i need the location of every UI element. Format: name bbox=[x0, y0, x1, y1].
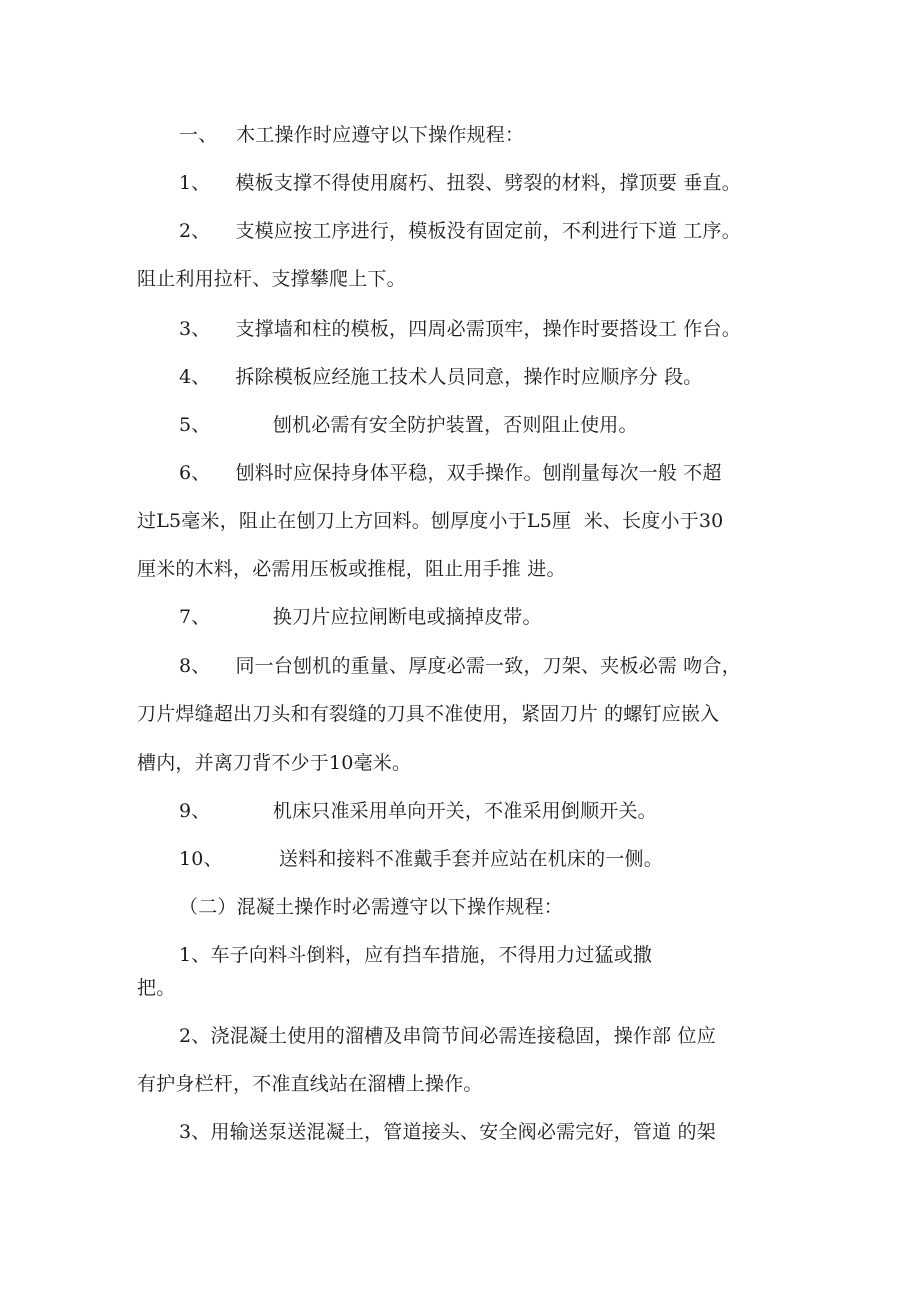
item-6-line-3: 厘米的木料，必需用压板或推棍，阻止用手推 进。 bbox=[137, 558, 566, 580]
s2-item-2-line-1: 2、浇混凝土使用的溜槽及串筒节间必需连接稳固，操作部 位应 bbox=[179, 1025, 716, 1047]
item-2-line-2: 阻止利用拉杆、支撑攀爬上下。 bbox=[137, 268, 406, 290]
item-3-line-1: 3、 支撑墙和柱的模板，四周必需顶牢，操作时要搭设工 作台。 bbox=[179, 318, 741, 340]
item-8-line-2: 刀片焊缝超出刀头和有裂缝的刀具不准使用，紧固刀片 的螺钉应嵌入 bbox=[137, 703, 720, 725]
item-6-line-2: 过L5毫米，阻止在刨刀上方回料。刨厚度小于L5厘 米、长度小于30 bbox=[137, 510, 724, 532]
s2-item-1-line-1: 1、车子向料斗倒料，应有挡车措施，不得用力过猛或撒 bbox=[179, 944, 653, 966]
section-2-heading: （二）混凝土操作时必需遵守以下操作规程： bbox=[179, 896, 564, 918]
item-7-line-1: 7、 换刀片应拉闸断电或摘掉皮带。 bbox=[179, 606, 542, 628]
item-8-line-1: 8、 同一台刨机的重量、厚度必需一致，刀架、夹板必需 吻合， bbox=[179, 655, 741, 677]
item-9-line-1: 9、 机床只准采用单向开关，不准采用倒顺开关。 bbox=[179, 800, 657, 822]
item-4-line-1: 4、 拆除模板应经施工技术人员同意，操作时应顺序分 段。 bbox=[179, 366, 703, 388]
item-6-line-1: 6、 刨料时应保持身体平稳，双手操作。刨削量每次一般 不超 bbox=[179, 462, 722, 484]
s2-item-2-line-2: 有护身栏杆，不准直线站在溜槽上操作。 bbox=[137, 1073, 483, 1095]
s2-item-3-line-1: 3、用输送泵送混凝土，管道接头、安全阀必需完好，管道 的架 bbox=[179, 1121, 716, 1143]
item-5-line-1: 5、 刨机必需有安全防护装置，否则阻止使用。 bbox=[179, 414, 638, 436]
item-2-line-1: 2、 支模应按工序进行，模板没有固定前，不利进行下道 工序。 bbox=[179, 220, 741, 242]
s2-item-1-line-2: 把。 bbox=[137, 977, 176, 999]
item-10-line-1: 10、 送料和接料不准戴手套并应站在机床的一侧。 bbox=[179, 848, 663, 870]
section-1-heading: 一、 木工操作时应遵守以下操作规程： bbox=[179, 124, 525, 146]
item-8-line-3: 槽内，并离刀背不少于10毫米。 bbox=[137, 752, 412, 774]
item-1-line-1: 1、 模板支撑不得使用腐朽、扭裂、劈裂的材料，撑顶要 垂直。 bbox=[179, 172, 741, 194]
